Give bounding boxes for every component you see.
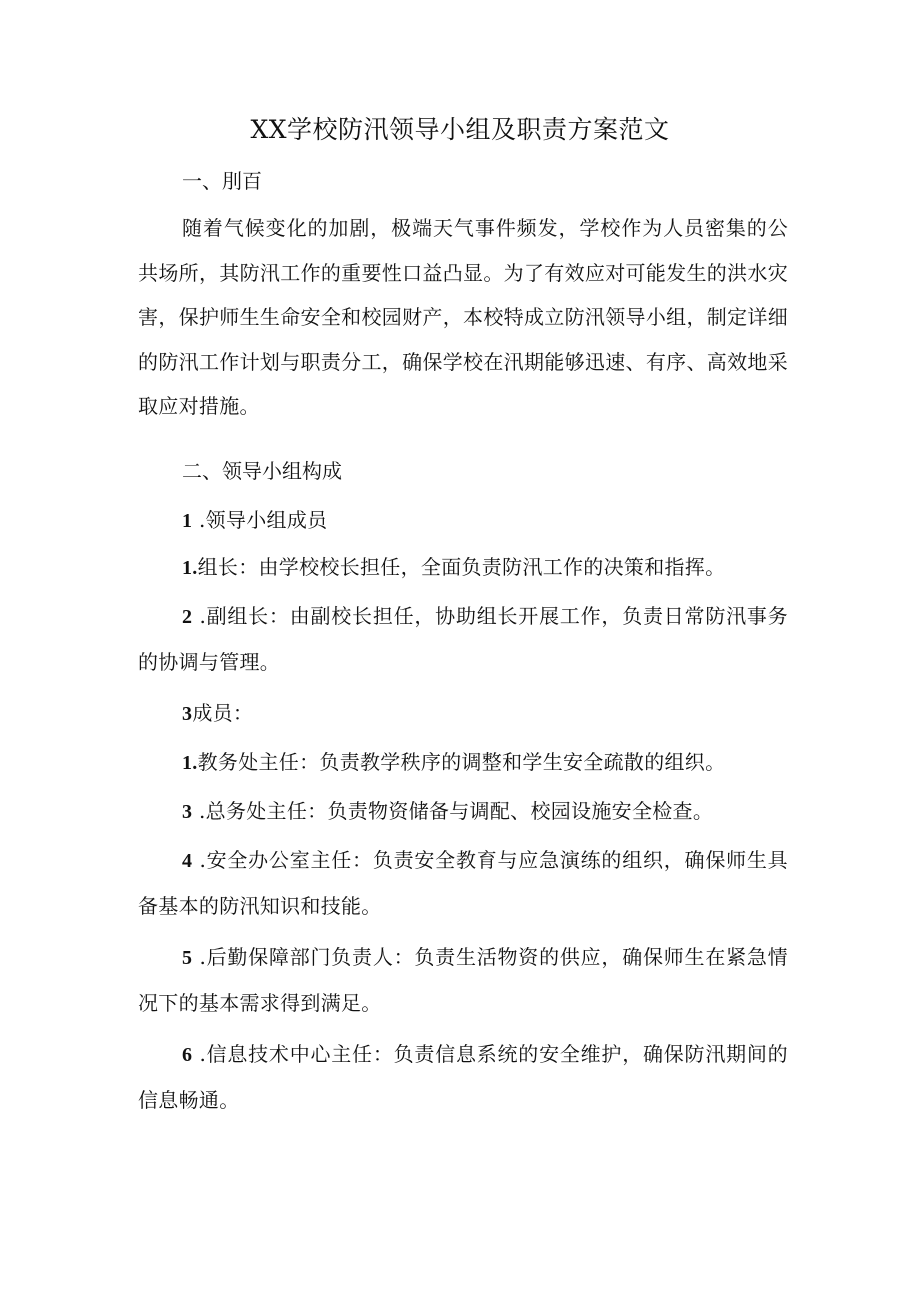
document-title: XX学校防汛领导小组及职责方案范文	[250, 115, 670, 144]
list-item	[138, 545, 788, 591]
item-number: 2	[182, 606, 193, 628]
list-item	[138, 691, 788, 737]
item-text: .总务处主任：负责物资储备与调配、校园设施安全检查。	[198, 799, 714, 823]
item-number: 1.	[182, 752, 198, 774]
section-heading-preface: 一、刖百	[182, 169, 262, 193]
intro-paragraph: 随着气候变化的加剧，极端天气事件频发，学校作为人员密集的公共场所，其防汛工作的重要性口益凸显。为了有效应对可能发生的洪水灾害，保护师生生命安全和校园财产，本校特成立防汛领导小组，制定详细的防汛工作计划与职责分工，确保学校在汛期能够迅速、有序、高效地采取应对措施。	[138, 216, 788, 418]
item-number: 1.	[182, 557, 198, 579]
item-text: 成员：	[192, 701, 254, 725]
item-number: 6	[182, 1044, 193, 1066]
item-number: 3	[182, 801, 193, 823]
item-text: 组长：由学校校长担任，全面负责防汛工作的决策和指挥。	[197, 555, 726, 579]
list-item	[138, 789, 788, 835]
item-number: 5	[182, 947, 193, 969]
list-item	[138, 935, 788, 1025]
item-number: 4	[182, 850, 193, 872]
item-number: 1	[182, 510, 193, 532]
list-item	[138, 740, 788, 786]
list-item	[138, 498, 788, 544]
item-text: .安全办公室主任：负责安全教育与应急演练的组织，确保师生具备基本的防汛知识和技能。	[138, 848, 788, 918]
list-item	[138, 594, 788, 684]
item-text: .领导小组成员	[198, 508, 328, 532]
list-item	[138, 838, 788, 928]
item-text: .副组长：由副校长担任，协助组长开展工作，负责日常防汛事务的协调与管理。	[138, 604, 788, 674]
item-text: .信息技术中心主任：负责信息系统的安全维护，确保防汛期间的信息畅通。	[138, 1042, 788, 1112]
item-text: 教务处主任：负责教学秩序的调整和学生安全疏散的组织。	[197, 750, 726, 774]
item-text: .后勤保障部门负责人：负责生活物资的供应，确保师生在紧急情况下的基本需求得到满足。	[138, 945, 788, 1015]
item-number: 3	[182, 703, 193, 725]
list-item	[138, 1032, 788, 1122]
section-heading-leadership: 二、领导小组构成	[182, 459, 342, 483]
